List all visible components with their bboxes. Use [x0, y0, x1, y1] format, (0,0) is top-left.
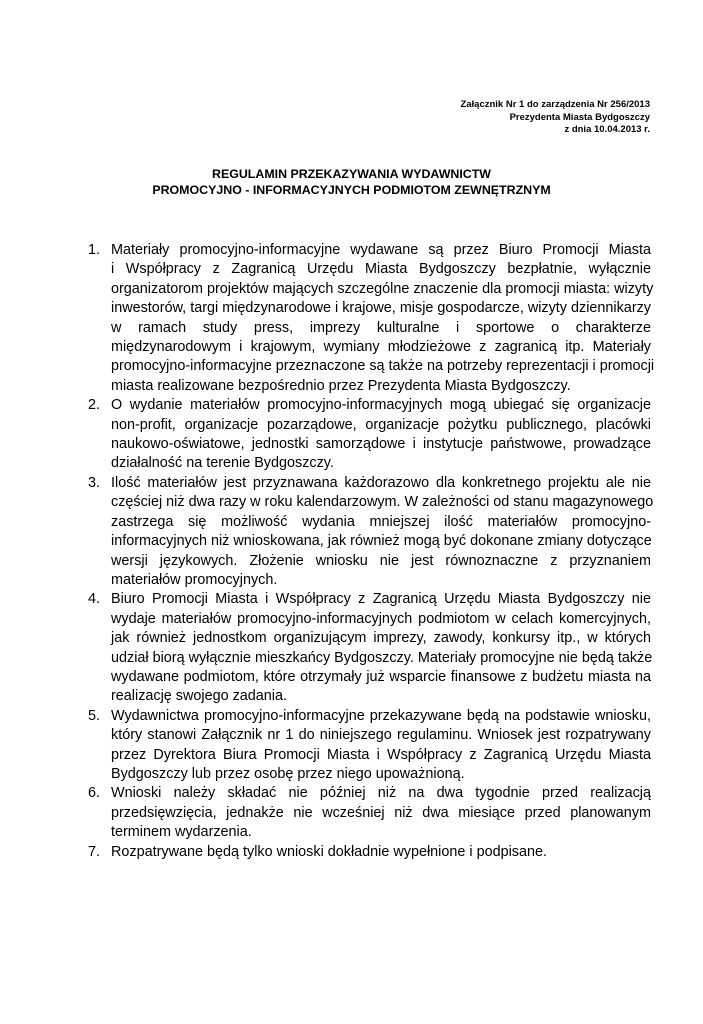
rule-text-line: organizatorom projektów mających szczególne znaczenie dla promocji miasta: wizyty: [111, 280, 654, 297]
rule-text-line: udział biorą wyłącznie mieszkańcy Bydgoszczy. Materiały promocyjne nie będą także: [111, 649, 653, 666]
rule-text-line: Wydawnictwa promocyjno-informacyjne przekazywane będą na podstawie wniosku,: [111, 707, 651, 724]
rule-text-line: zastrzega się możliwość wydania mniejszej ilość materiałów promocyjno-: [111, 513, 651, 530]
rules-list: [88, 241, 655, 862]
rule-text-line: międzynarodowym i krajowym, wymiany młodzieżowe z zagranicą itp. Materiały: [111, 339, 651, 356]
rule-text-line: naukowo-oświatowe, jednostki samorządowe i instytucje państwowe, prowadzące: [111, 436, 651, 453]
rule-item: [88, 707, 651, 785]
rule-text-line: terminem wydarzenia.: [111, 824, 252, 841]
rule-text-line: O wydanie materiałów promocyjno-informacyjnych mogą ubiegać się organizacje: [111, 397, 651, 414]
rule-text-line: wydawane podmiotom, które otrzymały już wsparcie finansowe z budżetu miasta na: [111, 668, 651, 685]
rule-text-line: inwestorów, targi międzynarodowe i krajowe, misje gospodarcze, wizyty dziennikarzy: [111, 300, 651, 317]
rule-item: [88, 784, 651, 842]
rule-text-line: wersji językowych. Złożenie wniosku nie jest równoznaczne z przyznaniem: [111, 552, 651, 569]
rule-text-line: działalność na terenie Bydgoszczy.: [111, 455, 334, 472]
rule-text: [111, 474, 654, 590]
rule-text: [111, 784, 651, 842]
rule-number: 7.: [88, 843, 101, 860]
rule-text-line: częściej niż dwa razy w roku kalendarzowym. W zależności od stanu magazynowego: [111, 494, 654, 511]
rule-number: 1.: [88, 242, 101, 258]
rule-number: 6.: [88, 785, 101, 802]
rule-item: [88, 843, 651, 862]
document-title: [0, 166, 703, 198]
rule-text-line: non-profit, organizacje pozarządowe, organizacje pożytku publicznego, placówki: [111, 416, 651, 433]
attachment-note-line-1: Załącznik Nr 1 do zarządzenia Nr 256/2013: [460, 99, 650, 110]
rule-text-line: który stanowi Załącznik nr 1 do niniejszego regulaminu. Wniosek jest rozpatrywany: [111, 727, 651, 744]
rule-text-line: informacyjnych niż wnioskowana, jak również mogą być dokonane zmiany dotyczące: [111, 533, 652, 550]
rule-text: [111, 396, 651, 474]
rule-text-line: miasta realizowane bezpośrednio przez Prezydenta Miasta Bydgoszczy.: [111, 377, 571, 394]
rule-item: [88, 396, 651, 474]
rule-item: [88, 474, 654, 590]
rule-number: 4.: [88, 591, 101, 608]
rule-text-line: przez Dyrektora Biura Promocji Miasta i Współpracy z Zagranicą Urzędu Miasta: [111, 746, 651, 763]
rule-item: [88, 241, 655, 396]
rule-text-line: Wnioski należy składać nie później niż na dwa tygodnie przed realizacją: [111, 785, 651, 802]
attachment-note-line-2: Prezydenta Miasta Bydgoszczy: [509, 111, 650, 123]
rule-text-line: przedsięwzięcia, jednakże nie wcześniej niż dwa miesiące przed planowanym: [111, 804, 651, 821]
rule-text: [111, 843, 651, 862]
rule-number: 3.: [88, 474, 101, 491]
rule-text-line: Materiały promocyjno-informacyjne wydawane są przez Biuro Promocji Miasta: [111, 242, 651, 258]
rule-text-line: wydaje materiałów promocyjno-informacyjnych podmiotom w celach komercyjnych,: [111, 610, 651, 627]
rule-text-line: i Współpracy z Zagranicą Urzędu Miasta Bydgoszczy bezpłatnie, wyłącznie: [111, 261, 651, 278]
rule-text-line: jak również jednostkom organizującym imprezy, zawody, konkursy itp., w których: [111, 630, 651, 647]
rule-text-line: Ilość materiałów jest przyznawana każdorazowo dla konkretnego projektu ale nie: [111, 474, 651, 491]
document-title-line-1: REGULAMIN PRZEKAZYWANIA WYDAWNICTW: [212, 167, 491, 181]
rule-text: [111, 241, 655, 396]
rule-text-line: w ramach study press, imprezy kulturalne i sportowe o charakterze: [111, 319, 651, 336]
rule-text: [111, 590, 651, 706]
rule-text-line: Bydgoszczy lub przez osobę przez niego upoważnioną.: [111, 765, 465, 782]
rule-text-line: realizację swojego zadania.: [111, 688, 287, 705]
attachment-note: [330, 99, 650, 137]
rule-number: 5.: [88, 707, 101, 724]
document-title-line-2: PROMOCYJNO - INFORMACYJNYCH PODMIOTOM ZEWNĘTRZNYM: [152, 183, 551, 197]
rule-text-line: promocyjno-informacyjne przeznaczone są także na potrzeby reprezentacji i promocji: [111, 358, 655, 375]
rule-text-line: Biuro Promocji Miasta i Współpracy z Zagranicą Urzędu Miasta Bydgoszczy nie: [111, 591, 651, 608]
rule-item: [88, 590, 651, 706]
rule-text: [111, 707, 651, 785]
rule-text-line: Rozpatrywane będą tylko wnioski dokładnie wypełnione i podpisane.: [111, 843, 547, 860]
rule-number: 2.: [88, 397, 101, 414]
attachment-note-line-3: z dnia 10.04.2013 r.: [564, 124, 650, 135]
rule-text-line: materiałów promocyjnych.: [111, 571, 278, 588]
